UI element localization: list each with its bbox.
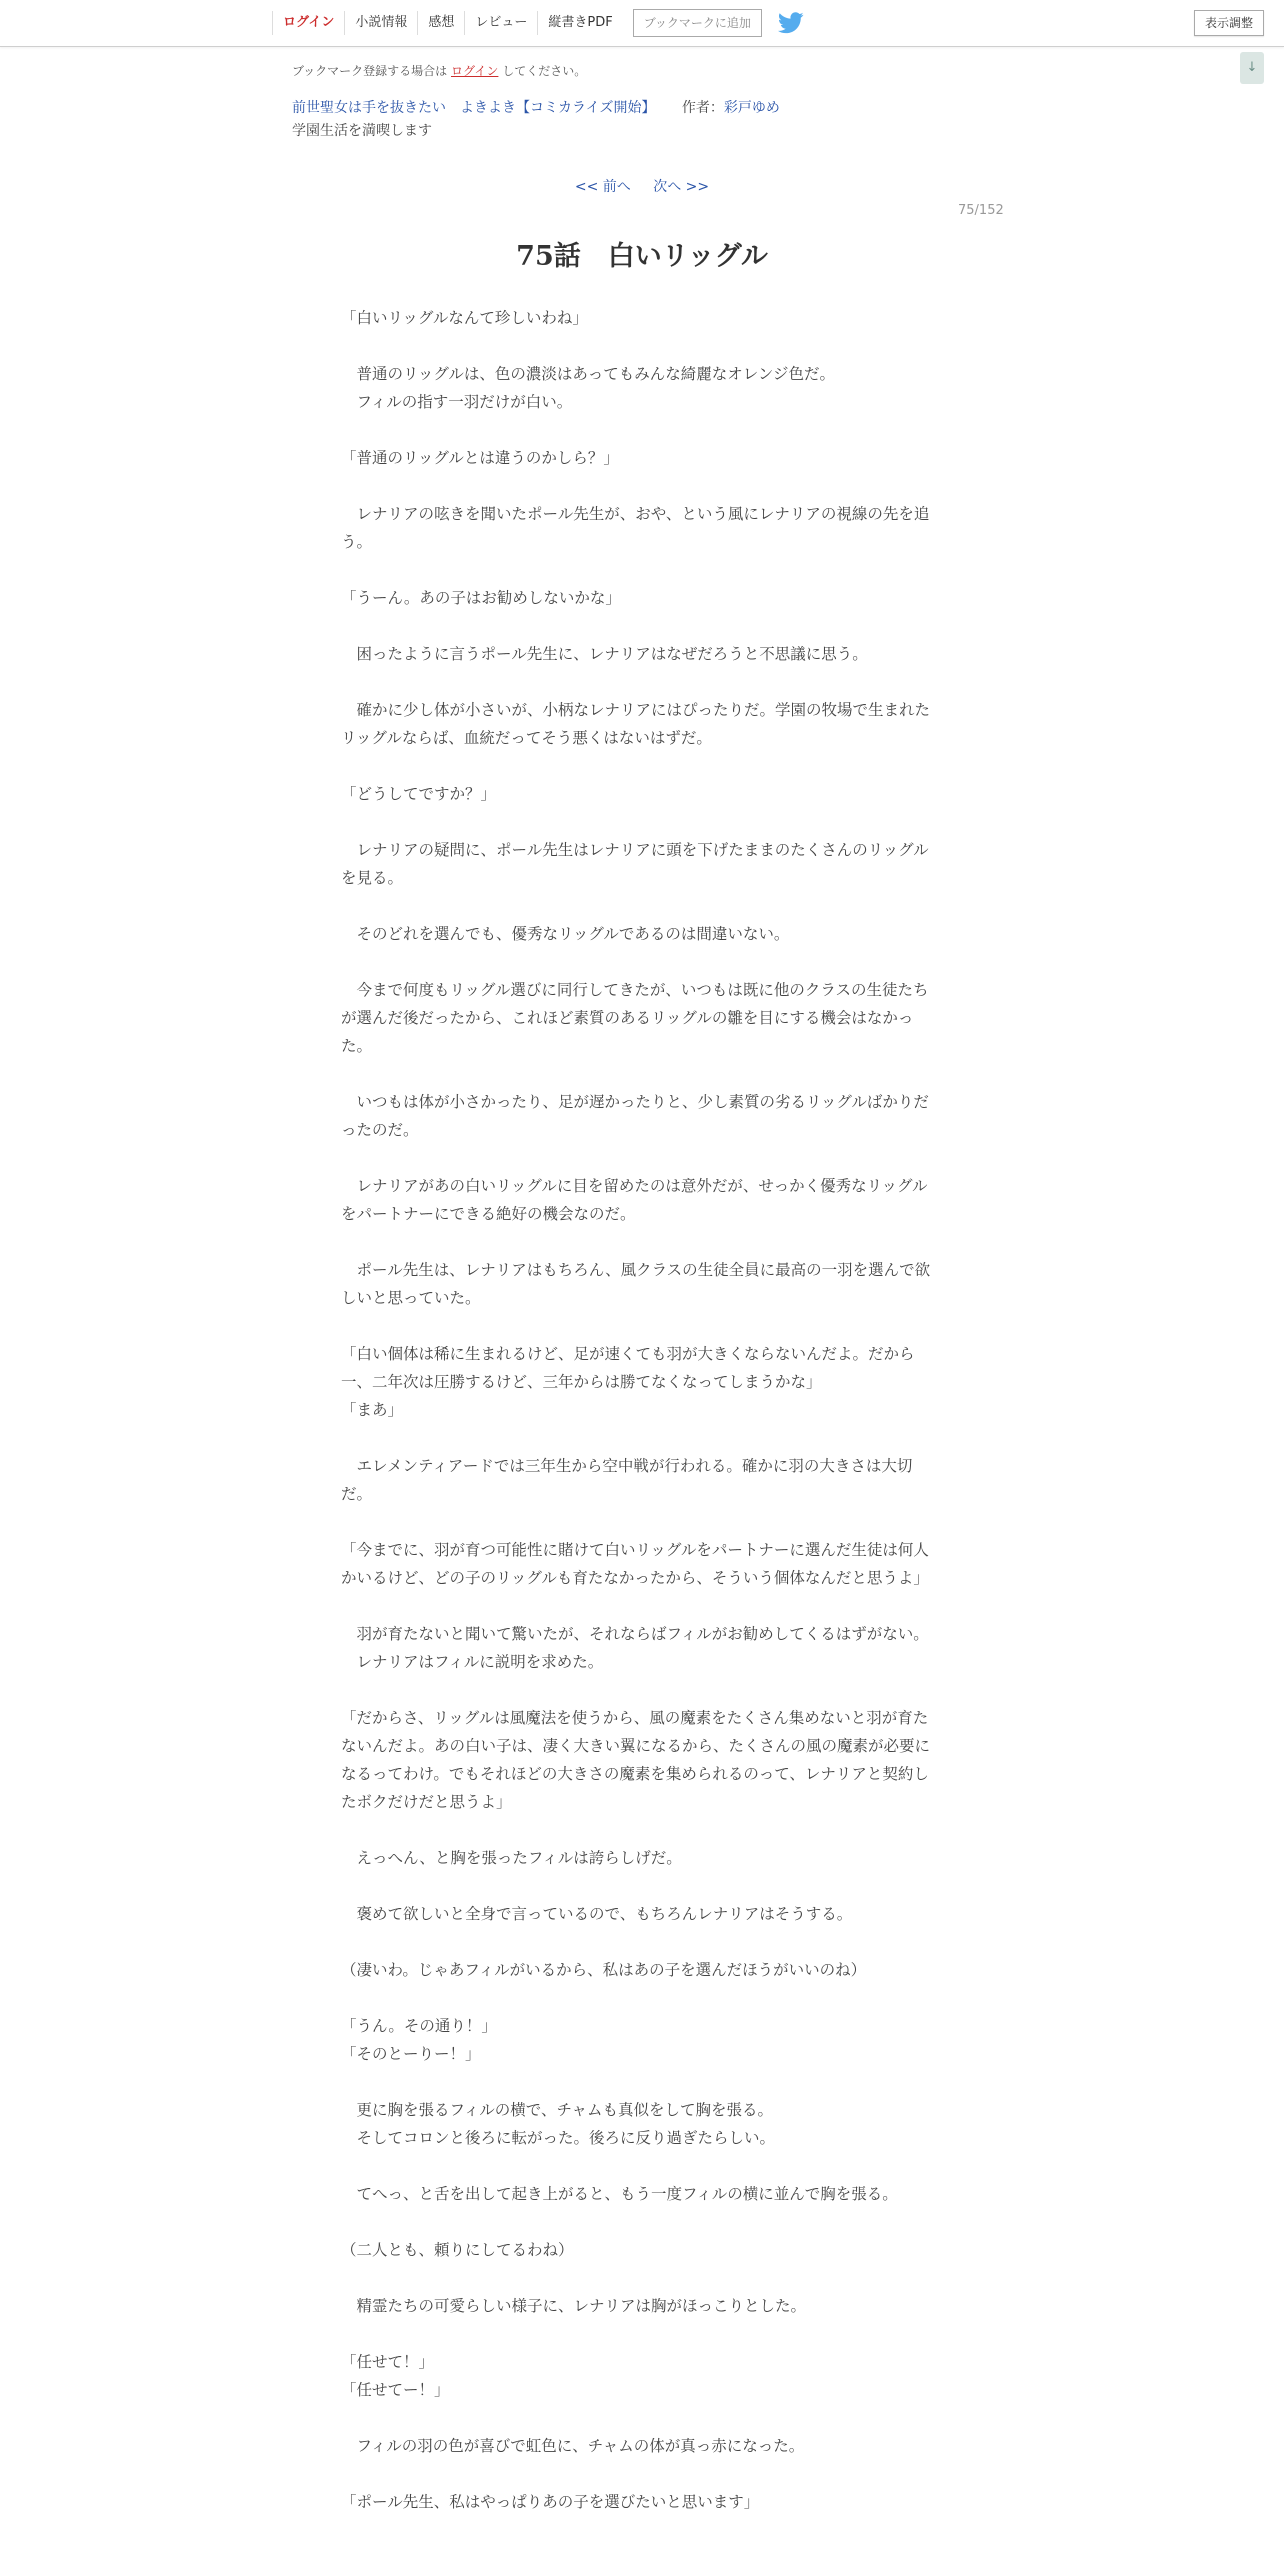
body-paragraph: いつもは体が小さかったり、足が遅かったりと、少し素質の劣るリッグルばかりだったのだ。 — [341, 1093, 929, 1139]
body-paragraph: 褒めて欲しいと全身で言っているので、もちろんレナリアはそうする。 — [341, 1905, 853, 1923]
body-paragraph: 確かに少し体が小さいが、小柄なレナリアにはぴったりだ。学園の牧場で生まれたリッグルならば、血統だってそう悪くはないはずだ。 — [341, 701, 931, 747]
body-paragraph: 「どうしてですか？」 — [341, 785, 497, 803]
body-paragraph: （凄いわ。じゃあフィルがいるから、私はあの子を選んだほうがいいのね） — [341, 1961, 867, 1979]
body-paragraph: そのどれを選んでも、優秀なリッグルであるのは間違いない。 — [341, 925, 790, 943]
body-paragraph: レナリアはフィルに説明を求めた。 — [341, 1653, 604, 1671]
add-bookmark-button[interactable]: ブックマークに追加 — [633, 9, 762, 37]
novel-info-link[interactable]: 小説情報 — [344, 11, 417, 35]
display-settings-button[interactable]: 表示調整 — [1194, 10, 1264, 36]
blank-line — [341, 948, 941, 976]
body-paragraph: 「今までに、羽が育つ可能性に賭けて白いリッグルをパートナーに選んだ生徒は何人かいるけど、どの子のリッグルも育たなかったから、そういう個体なんだと思うよ」 — [341, 1541, 929, 1587]
prev-chapter-link[interactable]: << 前へ — [574, 179, 631, 195]
body-paragraph: エレメンティアードでは三年生から空中戦が行われる。確かに羽の大きさは大切だ。 — [341, 1457, 913, 1503]
main-nav — [272, 0, 804, 46]
novel-title-line — [292, 97, 780, 117]
login-notice — [292, 62, 586, 79]
blank-line — [341, 2152, 941, 2180]
blank-line — [341, 2264, 941, 2292]
novel-body — [341, 304, 941, 2516]
body-paragraph: 更に胸を張るフィルの横で、チャムも真似をして胸を張る。 — [341, 2101, 773, 2119]
blank-line — [341, 1676, 941, 1704]
novel-title-link[interactable]: 前世聖女は手を抜きたい よきよき【コミカライズ開始】 — [292, 100, 656, 116]
blank-line — [341, 416, 941, 444]
blank-line — [341, 808, 941, 836]
blank-line — [341, 1984, 941, 2012]
body-paragraph: 今まで何度もリッグル選びに同行してきたが、いつもは既に他のクラスの生徒たちが選んだ後だったから、これほど素質のあるリッグルの雛を目にする機会はなかった。 — [341, 981, 929, 1055]
blank-line — [341, 2068, 941, 2096]
blank-line — [341, 1816, 941, 1844]
blank-line — [341, 2208, 941, 2236]
author-label: 作者： — [681, 100, 724, 116]
blank-line — [341, 1508, 941, 1536]
login-notice-text-end: してください。 — [502, 64, 587, 78]
body-paragraph: 「任せて！」 — [341, 2353, 435, 2371]
blank-line — [341, 2404, 941, 2432]
blank-line — [341, 668, 941, 696]
body-paragraph: 普通のリッグルは、色の濃淡はあってもみんな綺麗なオレンジ色だ。 — [341, 365, 835, 383]
body-paragraph: てへっ、と舌を出して起き上がると、もう一度フィルの横に並んで胸を張る。 — [341, 2185, 898, 2203]
login-link[interactable]: ログイン — [272, 11, 344, 35]
body-paragraph: 「白い個体は稀に生まれるけど、足が速くても羽が大きくならないんだよ。だから一、二年次は圧勝するけど、三年からは勝てなくなってしまうかな」 — [341, 1345, 915, 1391]
twitter-bird-icon[interactable] — [778, 12, 804, 34]
blank-line — [341, 556, 941, 584]
body-paragraph: 「任せてー！」 — [341, 2381, 450, 2399]
body-paragraph: 「まあ」 — [341, 1401, 404, 1419]
blank-line — [341, 332, 941, 360]
login-notice-text: ブックマーク登録する場合は — [292, 64, 448, 78]
body-paragraph: 「だからさ、リッグルは風魔法を使うから、風の魔素をたくさん集めないと羽が育たないんだよ。あの白い子は、凄く大きい翼になるから、たくさんの風の魔素が必要になるってわけ。でもそれほどの大きさの魔素を集められるのって、レナリアと契約したボクだけだと思うよ」 — [341, 1709, 931, 1811]
body-paragraph: ポール先生は、レナリアはもちろん、風クラスの生徒全員に最高の一羽を選んで欲しいと思っていた。 — [341, 1261, 931, 1307]
body-paragraph: レナリアの呟きを聞いたポール先生が、おや、という風にレナリアの視線の先を追う。 — [341, 505, 930, 551]
body-paragraph: 「ポール先生、私はやっぱりあの子を選びたいと思います」 — [341, 2493, 760, 2511]
vertical-pdf-link[interactable]: 縦書きPDF — [537, 11, 622, 35]
blank-line — [341, 1312, 941, 1340]
chapter-title: 75話 白いリッグル — [516, 241, 768, 272]
body-paragraph: 困ったように言うポール先生に、レナリアはなぜだろうと不思議に思う。 — [341, 645, 868, 663]
blank-line — [341, 2320, 941, 2348]
body-paragraph: そしてコロンと後ろに転がった。後ろに反り過ぎたらしい。 — [341, 2129, 776, 2147]
blank-line — [341, 1592, 941, 1620]
blank-line — [341, 1060, 941, 1088]
body-paragraph: （二人とも、頼りにしてるわね） — [341, 2241, 574, 2259]
chapter-pager — [0, 176, 1284, 196]
impressions-link[interactable]: 感想 — [417, 11, 464, 35]
body-paragraph: レナリアの疑問に、ポール先生はレナリアに頭を下げたままのたくさんのリッグルを見る。 — [341, 841, 929, 887]
body-paragraph: 羽が育たないと聞いて驚いたが、それならばフィルがお勧めしてくるはずがない。 — [341, 1625, 929, 1643]
blank-line — [341, 892, 941, 920]
blank-line — [341, 472, 941, 500]
body-paragraph: レナリアがあの白いリッグルに目を留めたのは意外だが、せっかく優秀なリッグルをパートナーにできる絶好の機会なのだ。 — [341, 1177, 928, 1223]
login-notice-link[interactable]: ログイン — [451, 64, 499, 78]
blank-line — [341, 612, 941, 640]
body-paragraph: フィルの指す一羽だけが白い。 — [341, 393, 573, 411]
author-link[interactable]: 彩戸ゆめ — [723, 100, 780, 116]
blank-line — [341, 752, 941, 780]
body-paragraph: 「白いリッグルなんて珍しいわね」 — [341, 309, 588, 327]
blank-line — [341, 2460, 941, 2488]
next-chapter-link[interactable]: 次へ >> — [653, 179, 710, 195]
blank-line — [341, 1228, 941, 1256]
blank-line — [341, 1872, 941, 1900]
body-paragraph: フィルの羽の色が喜びで虹色に、チャムの体が真っ赤になった。 — [341, 2437, 805, 2455]
blank-line — [341, 1144, 941, 1172]
body-paragraph: えっへん、と胸を張ったフィルは誇らしげだ。 — [341, 1849, 682, 1867]
page-count: 75/152 — [958, 203, 1004, 218]
blank-line — [341, 1928, 941, 1956]
chapter-group-subtitle: 学園生活を満喫します — [292, 123, 432, 139]
scroll-down-arrow-icon[interactable]: ↓ — [1240, 52, 1264, 84]
blank-line — [341, 1424, 941, 1452]
body-paragraph: 「うーん。あの子はお勧めしないかな」 — [341, 589, 621, 607]
body-paragraph: 精霊たちの可愛らしい様子に、レナリアは胸がほっこりとした。 — [341, 2297, 807, 2315]
body-paragraph: 「うん。その通り！」 — [341, 2017, 497, 2035]
top-navigation-bar — [0, 0, 1284, 47]
body-paragraph: 「そのとーりー！」 — [341, 2045, 481, 2063]
body-paragraph: 「普通のリッグルとは違うのかしら？」 — [341, 449, 619, 467]
review-link[interactable]: レビュー — [464, 11, 537, 35]
